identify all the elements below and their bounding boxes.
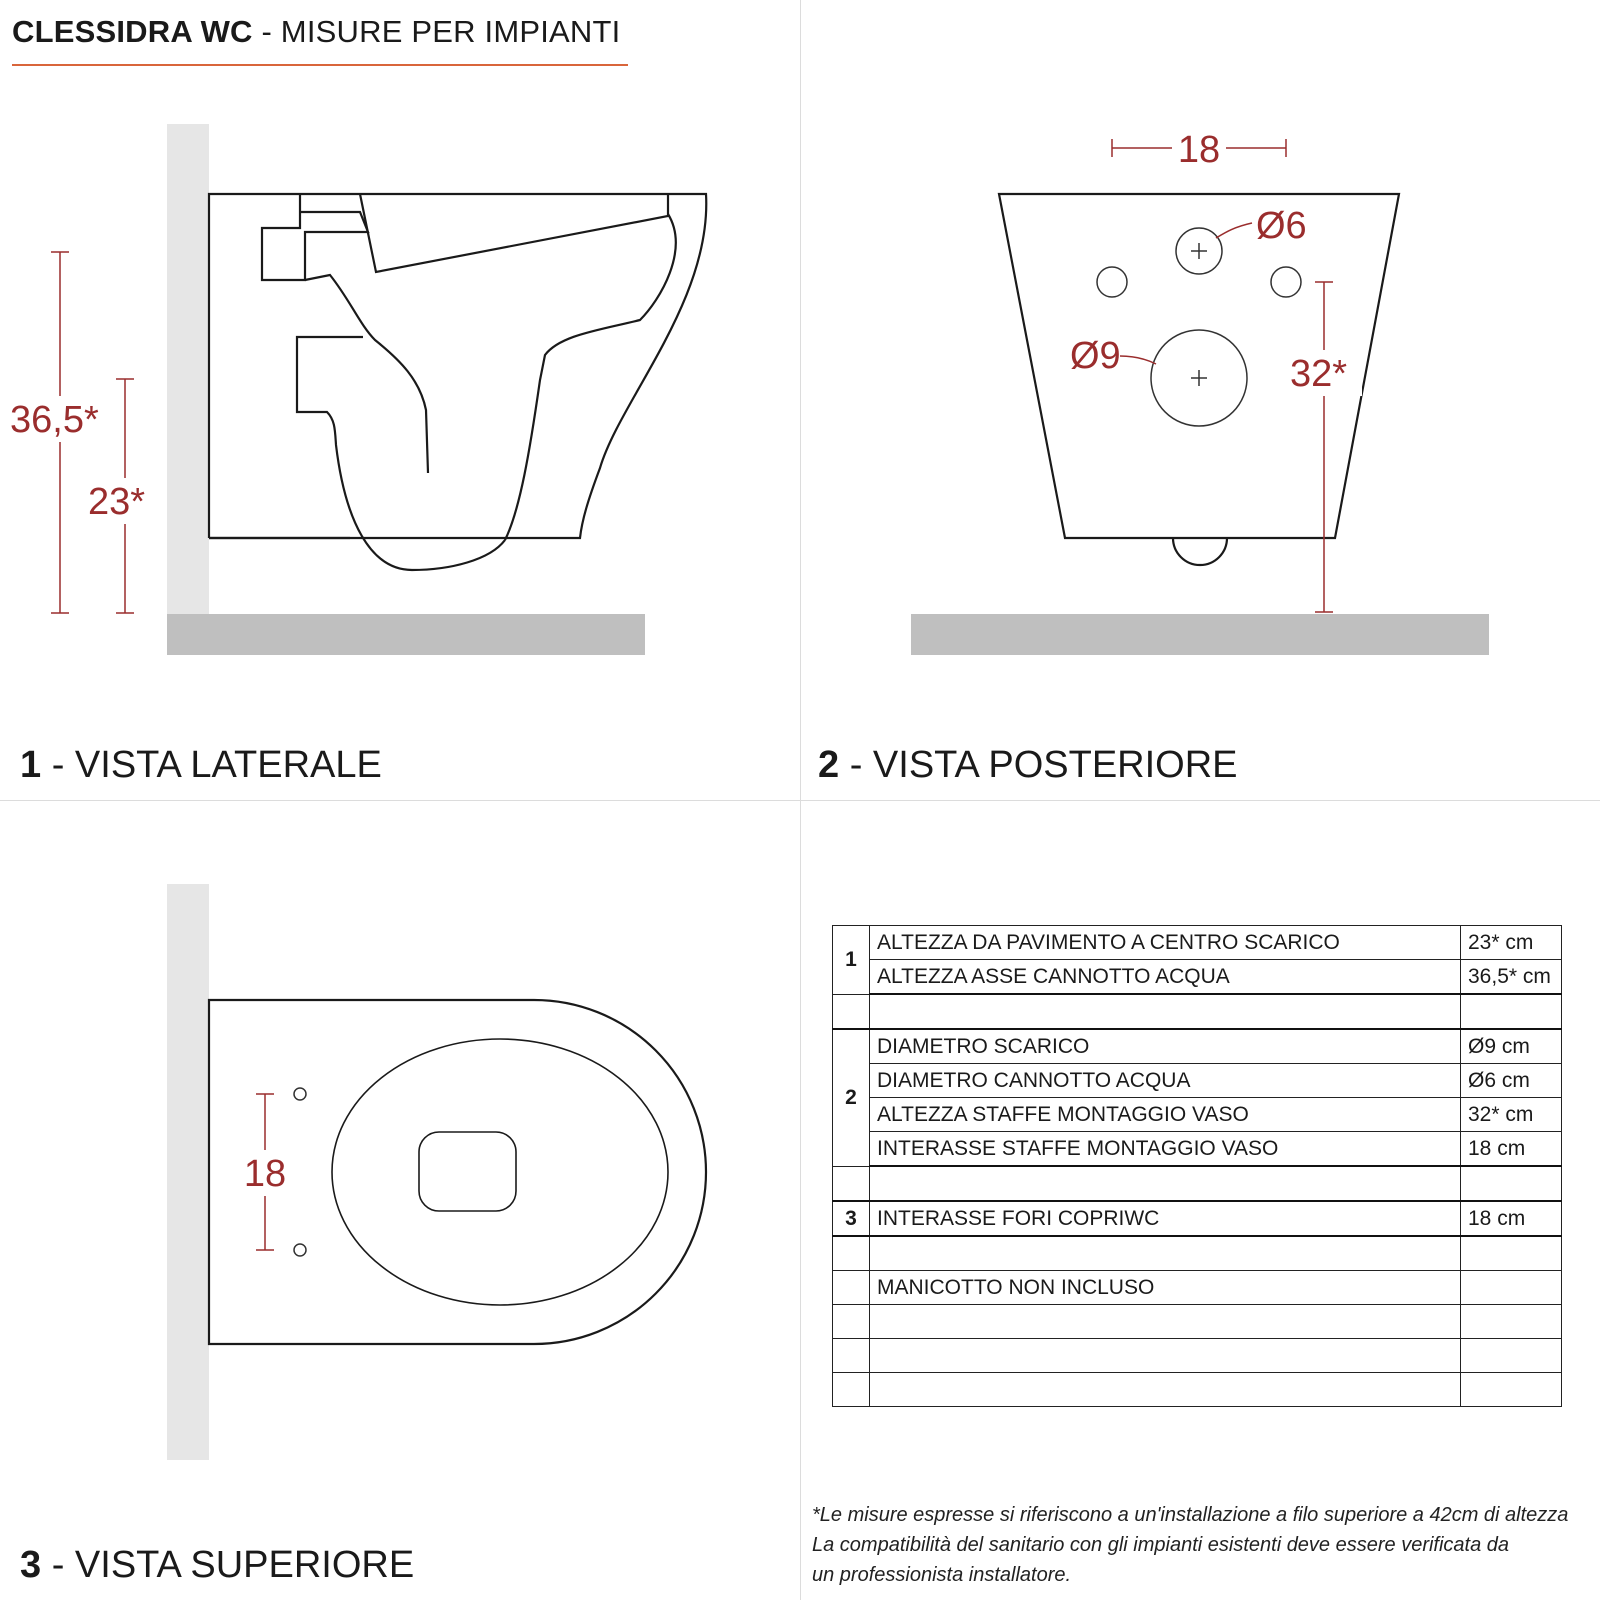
view-number: 1 — [20, 744, 42, 786]
view-title: - VISTA POSTERIORE — [849, 744, 1238, 786]
spacer-row — [833, 1373, 1562, 1407]
spec-desc: ALTEZZA ASSE CANNOTTO ACQUA — [870, 960, 1461, 995]
spec-value: Ø9 cm — [1461, 1029, 1562, 1064]
dim-bracket-spacing: 18 — [1177, 129, 1221, 171]
dim-drain-height: 23* — [88, 481, 146, 523]
spacer-row — [833, 1236, 1562, 1271]
spec-value: 18 cm — [1461, 1132, 1562, 1167]
rear-view-drawing — [800, 100, 1500, 660]
spacer-row — [833, 1305, 1562, 1339]
page-subtitle: - MISURE PER IMPIANTI — [261, 14, 621, 49]
dim-bracket-height: 32* — [1290, 353, 1348, 395]
footnote-line: *Le misure espresse si riferiscono a un'installazione a filo superiore a 42cm di altezza — [812, 1504, 1569, 1526]
floor — [167, 614, 645, 655]
footnote-line: La compatibilità del sanitario con gli impianti esistenti deve essere verificata da — [812, 1534, 1510, 1556]
toilet-side-outline — [209, 194, 706, 570]
footnote-line: un professionista installatore. — [812, 1564, 1072, 1586]
product-name: CLESSIDRA WC — [12, 14, 253, 49]
bracket-hole-right — [1271, 267, 1301, 297]
group-number: 1 — [833, 926, 870, 995]
view-label-rear — [818, 744, 1238, 787]
spacer-row — [833, 994, 1562, 1029]
title-underline — [12, 64, 628, 66]
dim-water-height: 36,5* — [10, 399, 99, 441]
bracket-hole-left — [1097, 267, 1127, 297]
view-title: - VISTA LATERALE — [51, 744, 382, 786]
spec-value: 23* cm — [1461, 926, 1562, 960]
footnote — [812, 1500, 1600, 1590]
drain-opening — [419, 1132, 516, 1211]
spec-value: 32* cm — [1461, 1098, 1562, 1132]
seat-holes — [294, 1088, 306, 1256]
spacer-row — [833, 1166, 1562, 1201]
dim-seat-holes-spacing: 18 — [243, 1153, 287, 1195]
wall — [167, 124, 209, 614]
rear-holes — [1097, 228, 1301, 426]
view-title: - VISTA SUPERIORE — [51, 1544, 415, 1586]
view-number: 3 — [20, 1544, 42, 1586]
spec-desc: ALTEZZA STAFFE MONTAGGIO VASO — [870, 1098, 1461, 1132]
spec-desc: ALTEZZA DA PAVIMENTO A CENTRO SCARICO — [870, 926, 1461, 960]
spec-desc: DIAMETRO SCARICO — [870, 1029, 1461, 1064]
floor — [911, 614, 1489, 655]
spec-desc: INTERASSE FORI COPRIWC — [870, 1201, 1461, 1236]
page-title — [12, 14, 620, 50]
wall — [167, 884, 209, 1460]
spec-desc: DIAMETRO CANNOTTO ACQUA — [870, 1064, 1461, 1098]
spacer-row — [833, 1339, 1562, 1373]
horizontal-divider — [0, 800, 1600, 801]
group-number: 3 — [833, 1201, 870, 1236]
spec-table — [832, 925, 1562, 1407]
view-label-side — [20, 744, 382, 787]
dim-drain-diameter: Ø9 — [1070, 335, 1121, 377]
view-label-top — [20, 1544, 414, 1587]
group-number: 2 — [833, 1029, 870, 1166]
spec-desc: INTERASSE STAFFE MONTAGGIO VASO — [870, 1132, 1461, 1167]
dim-water-diameter: Ø6 — [1256, 205, 1307, 247]
top-view-drawing — [0, 860, 720, 1460]
spec-value: 18 cm — [1461, 1201, 1562, 1236]
side-view-drawing — [0, 100, 720, 660]
spec-value: Ø6 cm — [1461, 1064, 1562, 1098]
view-number: 2 — [818, 744, 840, 786]
table-note: MANICOTTO NON INCLUSO — [870, 1271, 1461, 1305]
spec-value: 36,5* cm — [1461, 960, 1562, 995]
